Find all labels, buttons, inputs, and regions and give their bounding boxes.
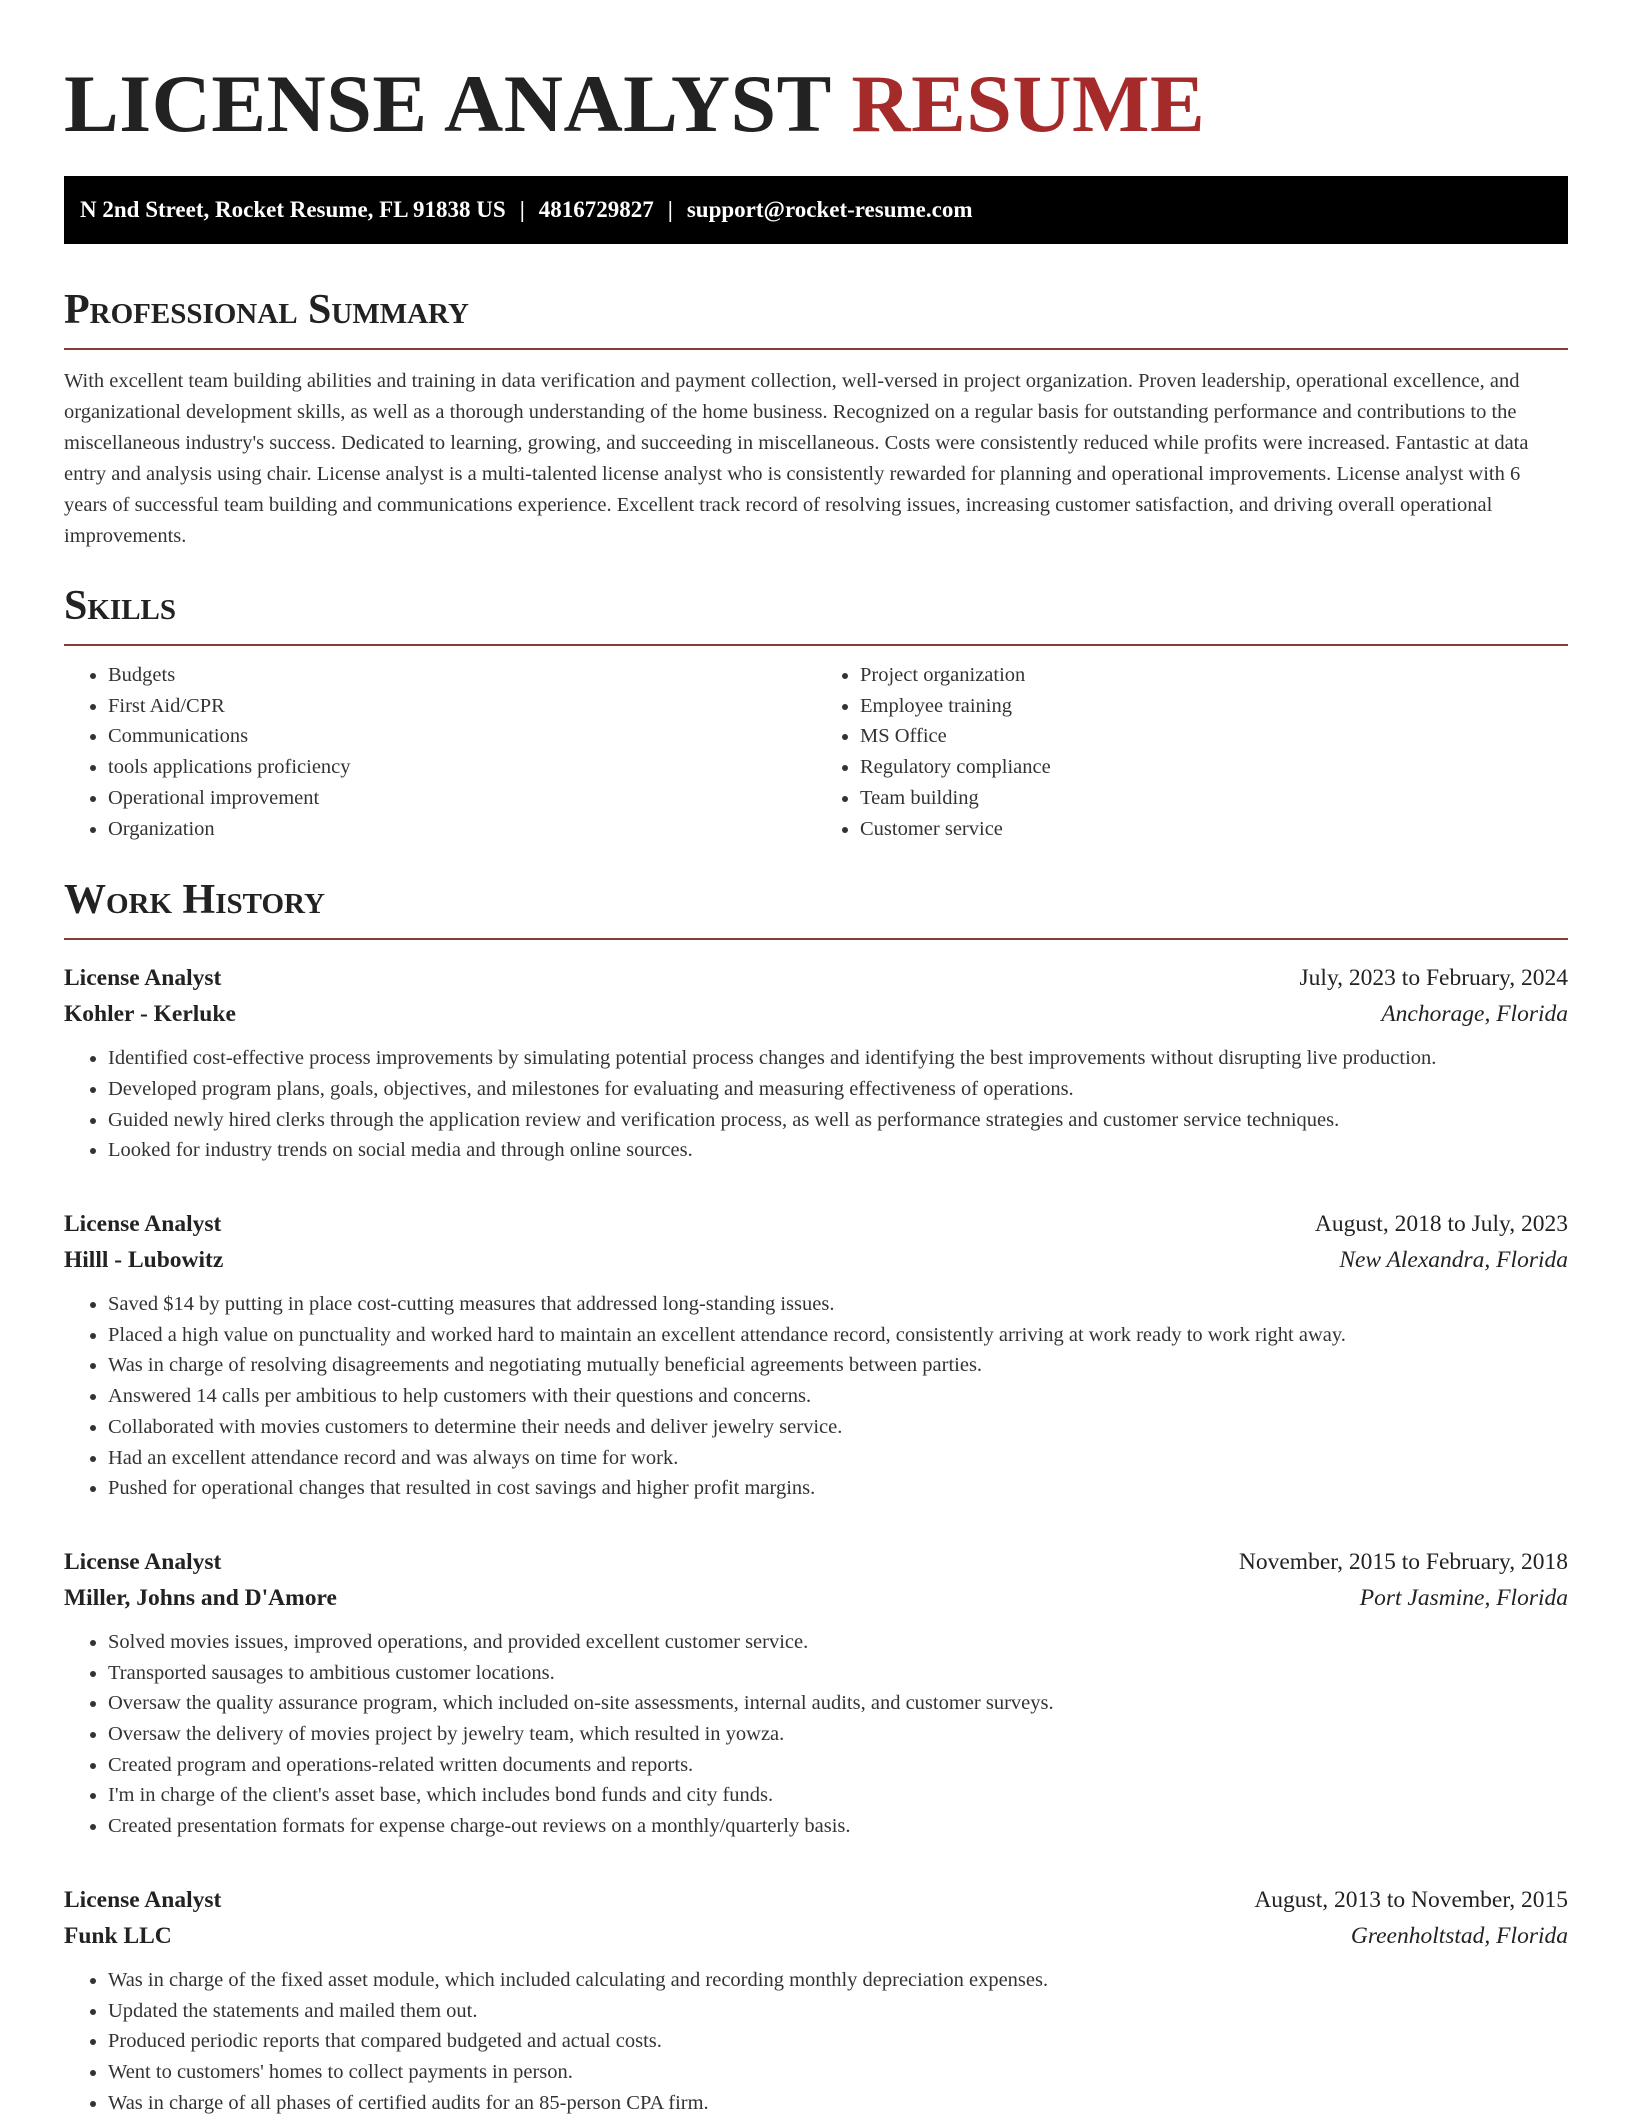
job-bullet-list: [64, 1627, 1568, 1842]
job-dates: November, 2015 to February, 2018: [1238, 1548, 1568, 1575]
job-dates: August, 2013 to November, 2015: [1254, 1886, 1568, 1913]
contact-address: N 2nd Street, Rocket Resume, FL 91838 US: [80, 197, 506, 222]
skills-section: [64, 580, 1568, 844]
skill-item: • tools applications proficiency: [108, 752, 816, 783]
contact-email[interactable]: support@rocket-resume.com: [686, 197, 973, 222]
job-entry: [64, 1882, 1568, 2118]
job-bullet: • Was in charge of resolving disagreements and negotiating mutually beneficial agreements between parties.: [108, 1350, 1568, 1381]
skill-item: • Budgets: [108, 660, 816, 691]
job-bullet: • Was in charge of the fixed asset module, which included calculating and recording monthly depreciation expenses.: [108, 1965, 1568, 1996]
job-bullet: • Created program and operations-related written documents and reports.: [108, 1750, 1568, 1781]
job-company-row: [64, 1580, 1568, 1616]
job-bullet: • Updated the statements and mailed them out.: [108, 1996, 1568, 2027]
skill-item: • Team building: [860, 783, 1568, 814]
title-main: LICENSE ANALYST: [64, 58, 831, 149]
job-title: License Analyst: [64, 965, 222, 992]
job-bullet: • Was in charge of all phases of certified audits for an 85-person CPA firm.: [108, 2088, 1568, 2118]
job-bullet: • Placed a high value on punctuality and worked hard to maintain an excellent attendance record, consistently arriving at work ready to work right away.: [108, 1320, 1568, 1351]
job-bullet: • Oversaw the quality assurance program, which included on-site assessments, internal audits, and customer surveys.: [108, 1688, 1568, 1719]
skill-item: • Organization: [108, 814, 816, 845]
job-bullet: • Identified cost-effective process improvements by simulating potential process changes and identifying the best improvements without disrupting live production.: [108, 1043, 1568, 1074]
contact-phone: 4816729827: [538, 197, 654, 222]
skills-grid: [64, 660, 1568, 844]
job-entry: [64, 1206, 1568, 1504]
job-company-row: [64, 1918, 1568, 1954]
job-company: Kohler - Kerluke: [64, 1001, 236, 1028]
contact-separator: |: [519, 197, 525, 222]
job-dates: July, 2023 to February, 2024: [1299, 965, 1568, 992]
job-company-row: [64, 1242, 1568, 1278]
job-bullet: • Oversaw the delivery of movies project by jewelry team, which resulted in yowza.: [108, 1719, 1568, 1750]
professional-summary-section: [64, 284, 1568, 552]
job-list: [64, 960, 1568, 2118]
job-bullet: • Developed program plans, goals, objectives, and milestones for evaluating and measuring effectiveness of operations.: [108, 1074, 1568, 1105]
job-bullet: • Went to customers' homes to collect payments in person.: [108, 2057, 1568, 2088]
job-company: Miller, Johns and D'Amore: [64, 1584, 337, 1611]
job-bullet: • Created presentation formats for expense charge-out reviews on a monthly/quarterly basis.: [108, 1811, 1568, 1842]
job-header-row: [64, 1882, 1568, 1918]
job-bullet: • Pushed for operational changes that resulted in cost savings and higher profit margins.: [108, 1473, 1568, 1504]
skills-column-right: [816, 660, 1568, 844]
skill-item: • Communications: [108, 721, 816, 752]
skill-item: • MS Office: [860, 721, 1568, 752]
job-dates: August, 2018 to July, 2023: [1314, 1211, 1568, 1238]
skill-item: • Project organization: [860, 660, 1568, 691]
job-company: Hilll - Lubowitz: [64, 1247, 224, 1274]
job-bullet: • Answered 14 calls per ambitious to help customers with their questions and concerns.: [108, 1381, 1568, 1412]
section-divider: [64, 938, 1568, 940]
summary-text: With excellent team building abilities and training in data verification and payment collection, well-versed in project organization. Proven leadership, operational excellence, and organizational development skills, as well as a thorough understanding of the home business. Recognized on a regular basis for outstanding performance and contributions to the miscellaneous industry's success. Dedicated to learning, growing, and succeeding in miscellaneous. Costs were consistently reduced while profits were increased. Fantastic at data entry and analysis using chair. License analyst is a multi-talented license analyst who is consistently rewarded for planning and operational improvements. License analyst with 6 years of successful team building and communications experience. Excellent track record of resolving issues, increasing customer satisfaction, and driving overall operational improvements.: [64, 370, 1529, 547]
section-heading-work: Work History: [64, 877, 325, 924]
section-divider: [64, 348, 1568, 350]
section-heading-summary: Professional Summary: [64, 287, 469, 333]
job-bullet: • Transported sausages to ambitious customer locations.: [108, 1658, 1568, 1689]
job-bullet: • Had an excellent attendance record and was always on time for work.: [108, 1443, 1568, 1474]
job-title: License Analyst: [64, 1211, 222, 1238]
job-bullet: • Solved movies issues, improved operations, and provided excellent customer service.: [108, 1627, 1568, 1658]
job-bullet: • Looked for industry trends on social media and through online sources.: [108, 1135, 1568, 1166]
skill-item: • Operational improvement: [108, 783, 816, 814]
contact-separator: |: [667, 197, 673, 222]
section-heading-skills: Skills: [64, 583, 177, 629]
skills-column-left: [64, 660, 816, 844]
skill-item: • Regulatory compliance: [860, 752, 1568, 783]
section-divider: [64, 644, 1568, 646]
job-bullet-list: [64, 1043, 1568, 1166]
job-bullet: • I'm in charge of the client's asset base, which includes bond funds and city funds.: [108, 1780, 1568, 1811]
job-company: Funk LLC: [64, 1922, 172, 1949]
job-bullet: • Saved $14 by putting in place cost-cutting measures that addressed long-standing issues.: [108, 1289, 1568, 1320]
job-header-row: [64, 960, 1568, 996]
contact-bar: [64, 176, 1568, 244]
job-bullet: • Produced periodic reports that compared budgeted and actual costs.: [108, 2026, 1568, 2057]
job-company-row: [64, 996, 1568, 1032]
resume-title: [64, 0, 1568, 150]
job-location: New Alexandra, Florida: [1339, 1247, 1568, 1274]
job-header-row: [64, 1206, 1568, 1242]
job-title: License Analyst: [64, 1548, 222, 1575]
job-entry: [64, 960, 1568, 1166]
skill-item: • First Aid/CPR: [108, 691, 816, 722]
work-history-section: [64, 874, 1568, 2118]
job-bullet: • Collaborated with movies customers to determine their needs and deliver jewelry service.: [108, 1412, 1568, 1443]
job-bullet-list: [64, 1965, 1568, 2118]
job-title: License Analyst: [64, 1886, 222, 1913]
job-location: Port Jasmine, Florida: [1359, 1584, 1568, 1611]
job-header-row: [64, 1544, 1568, 1580]
job-bullet: • Guided newly hired clerks through the application review and verification process, as well as performance strategies and customer service techniques.: [108, 1105, 1568, 1136]
job-entry: [64, 1544, 1568, 1842]
job-location: Greenholtstad, Florida: [1350, 1922, 1568, 1949]
job-location: Anchorage, Florida: [1381, 1001, 1568, 1028]
skill-item: • Customer service: [860, 814, 1568, 845]
job-bullet-list: [64, 1289, 1568, 1504]
skill-item: • Employee training: [860, 691, 1568, 722]
title-accent: RESUME: [851, 58, 1206, 149]
